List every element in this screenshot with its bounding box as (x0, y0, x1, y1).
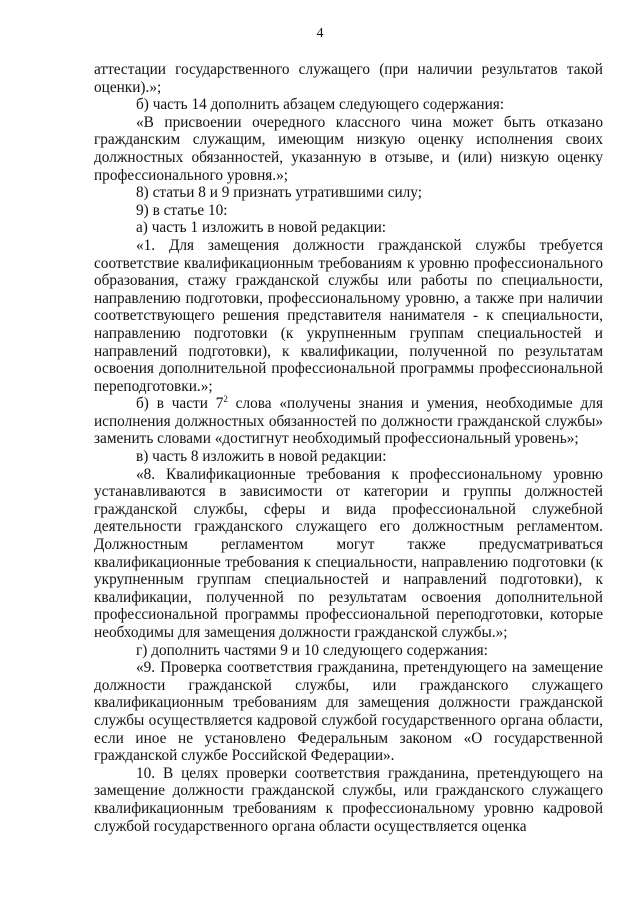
paragraph-class-rank-refusal: «В присвоении очередного классного чина может быть отказано гражданским служащим, имеющим низкую оценку исполнения своих должностных обязанностей, указанную в отзыве, и (или) низкую оценку профессионального уровня.»; (94, 113, 603, 184)
paragraph-part-9-text: «9. Проверка соответствия гражданина, претендующего на замещение должности гражданской службы, или гражданского служащего квалификационным требованиям для замещения должности гражданской службы осуществляется кадровой службой государственного органа области, если иное не установлено Федеральным законом «О государственной гражданской службе Российской Федерации». (94, 659, 603, 765)
paragraph-item-b-part-14: б) часть 14 дополнить абзацем следующего содержания: (136, 96, 505, 114)
paragraph-part-10-text: 10. В целях проверки соответствия гражданина, претендующего на замещение должности гражданской службы, или гражданского служащего квалификационным требованиям к профессиональному уровню кадровой службой государственного органа области осуществляется оценка (94, 764, 603, 835)
paragraph-item-g-parts-9-10: г) дополнить частями 9 и 10 следующего содержания: (136, 641, 488, 659)
paragraph-item-a-part-1: а) часть 1 изложить в новой редакции: (136, 219, 387, 237)
document-body (94, 61, 603, 835)
paragraph-item-9: 9) в статье 10: (136, 201, 228, 219)
paragraph-item-v-part-8: в) часть 8 изложить в новой редакции: (136, 448, 387, 466)
paragraph-item-b-part-7-2 (94, 395, 603, 448)
paragraph-part-1-text: «1. Для замещения должности гражданской службы требуется соответствие квалификационным требованиям к уровню профессионального образования, стажу гражданской службы или работы по специальности, направлению подготовки, профессиональному уровню, а также при наличии соответствующего решения представителя нанимателя - к специальности, направлению подготовки (к укрупненным группам специальностей и направлений подготовки), к квалификации, полученной по результатам освоения дополнительной профессиональной программы профессиональной переподготовки.»; (94, 236, 603, 395)
paragraph-attestation-end: аттестации государственного служащего (при наличии результатов такой оценки).»; (94, 61, 603, 96)
page-number: 4 (316, 26, 324, 41)
paragraph-item-b-before: б) в части 7 (136, 395, 224, 413)
paragraph-item-8: 8) статьи 8 и 9 признать утратившими силу; (136, 184, 422, 202)
paragraph-item-b-after: слова «получены знания и умения, необходимые для исполнения должностных обязанностей по должности гражданской службы» заменить словами «достигнут необходимый профессиональный уровень»; (94, 395, 603, 448)
superscript-index: 2 (223, 394, 228, 405)
paragraph-part-8-text: «8. Квалификационные требования к профессиональному уровню устанавливаются в зависимости от категории и группы должностей гражданской службы, сферы и вида профессиональной служебной деятельности гражданского служащего его должностным регламентом. Должностным регламентом могут также предусматриваться квалификационные требования к специальности, направлению подготовки (к укрупненным группам специальностей и направлений подготовки), к квалификации, полученной по результатам освоения дополнительной профессиональной программы профессиональной переподготовки, которые необходимы для замещения должности гражданской службы.»; (94, 465, 603, 641)
